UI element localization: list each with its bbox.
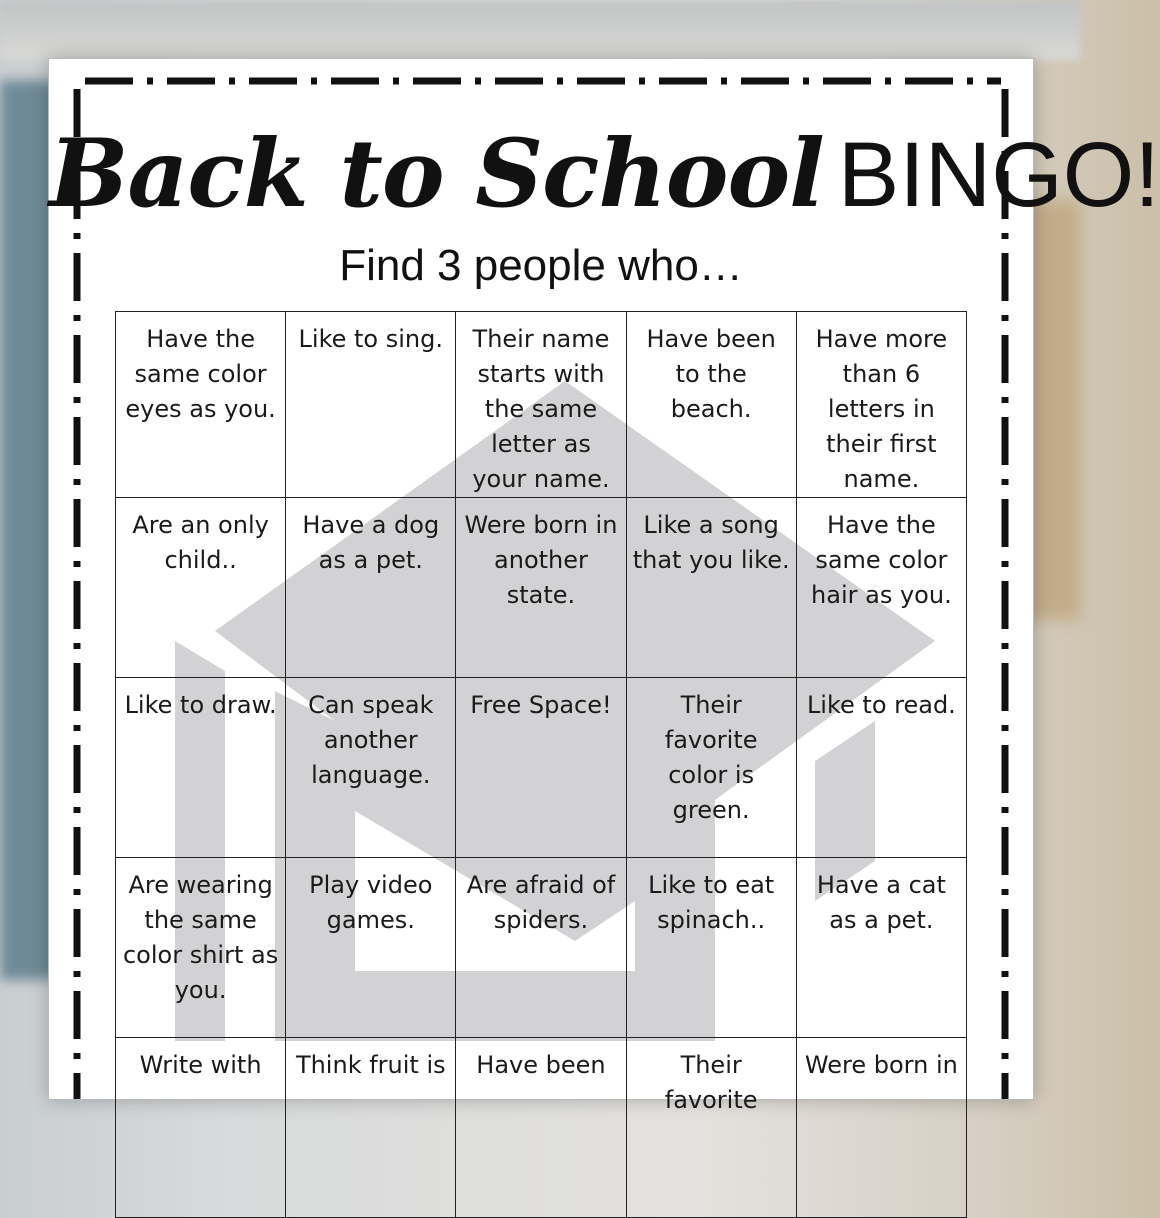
title-script: Back to School [49,119,824,229]
bingo-cell[interactable] [456,1038,626,1218]
bingo-cell[interactable] [116,498,286,678]
bingo-cell-text: Like to sing. [298,325,443,353]
page-title [49,119,1160,259]
bingo-cell-text: Are afraid of spiders. [466,871,616,934]
bingo-cell[interactable] [116,678,286,858]
free-space-cell[interactable] [456,678,626,858]
bingo-cell-text: Have more than 6 letters in their first name. [815,325,948,493]
bingo-cell[interactable] [626,312,796,498]
bingo-cell[interactable] [626,678,796,858]
bingo-cell[interactable] [286,678,456,858]
bingo-cell-text: Have been to the beach. [646,325,776,423]
bingo-row [116,498,967,678]
bingo-cell[interactable] [456,312,626,498]
bingo-cell-text: Were born in [804,1051,958,1079]
bingo-cell-text: Write with [139,1051,262,1079]
bingo-cell-text: Have a dog as a pet. [302,511,440,574]
bingo-cell[interactable] [796,498,966,678]
subtitle: Find 3 people who… [339,241,743,290]
bingo-row [116,312,967,498]
bingo-table [115,311,967,1218]
bingo-cell-text: Their favorite [664,1051,758,1114]
bingo-cell-text: Have a cat as a pet. [816,871,946,934]
bingo-cell-text: Their favorite color is green. [664,691,758,824]
bingo-row [116,858,967,1038]
bingo-cell-text: Like a song that you like. [632,511,790,574]
bingo-grid [115,311,967,1211]
bingo-sheet [48,58,1160,1114]
bingo-cell-text: Are an only child.. [132,511,269,574]
title-bingo: BINGO! [837,124,1160,226]
bingo-cell-text: Like to draw. [124,691,277,719]
bingo-cell[interactable] [626,858,796,1038]
bingo-cell[interactable] [116,1038,286,1218]
bingo-cell[interactable] [796,858,966,1038]
bingo-cell-text: Have been [476,1051,606,1079]
bingo-cell[interactable] [796,1038,966,1218]
bingo-cell-text: Like to read. [806,691,956,719]
bingo-cell[interactable] [626,1038,796,1218]
bingo-cell-text: Think fruit is [295,1051,446,1079]
background-blur-top [0,0,1080,60]
bingo-cell[interactable] [796,312,966,498]
bingo-cell-text: Are wearing the same color shirt as you. [122,871,279,1004]
bingo-cell-text: Were born in another state. [464,511,618,609]
bingo-row [116,1038,967,1218]
bingo-cell-text: Play video games. [309,871,433,934]
bingo-cell[interactable] [116,858,286,1038]
bingo-cell[interactable] [116,312,286,498]
bingo-cell-text: Like to eat spinach.. [648,871,775,934]
bingo-row [116,678,967,858]
bingo-cell-text: Free Space! [470,691,612,719]
bingo-cell[interactable] [286,312,456,498]
bingo-cell[interactable] [286,1038,456,1218]
bingo-cell[interactable] [456,858,626,1038]
bingo-cell-text: Have the same color eyes as you. [125,325,276,423]
bingo-cell[interactable] [796,678,966,858]
bingo-cell[interactable] [456,498,626,678]
bingo-cell[interactable] [286,498,456,678]
bingo-cell-text: Have the same color hair as you. [811,511,952,609]
bingo-cell-text: Their name starts with the same letter as your name. [472,325,610,493]
bingo-cell[interactable] [626,498,796,678]
bingo-cell-text: Can speak another language. [308,691,434,789]
bingo-cell[interactable] [286,858,456,1038]
